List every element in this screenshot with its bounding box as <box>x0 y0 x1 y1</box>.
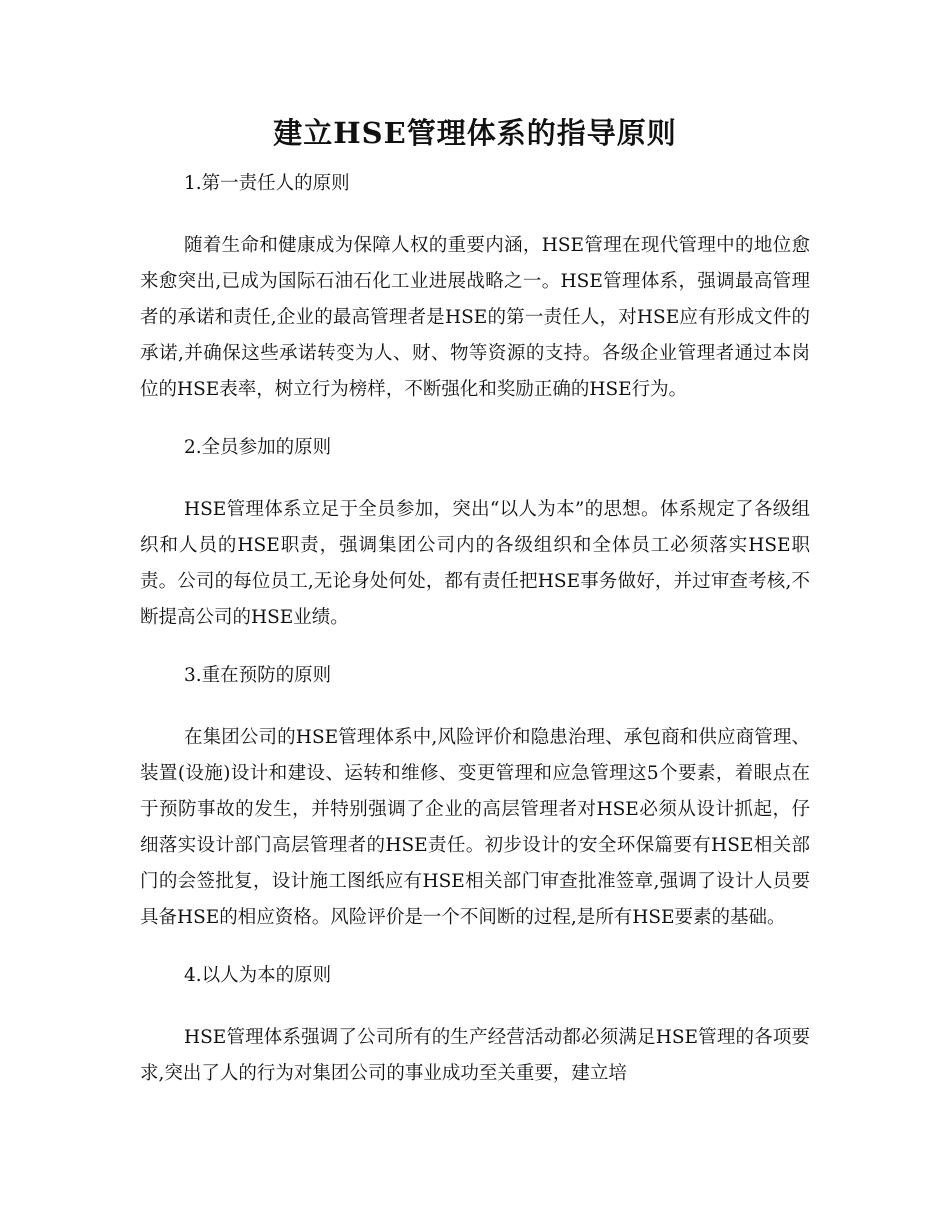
section-heading-2: 2.全员参加的原则 <box>184 437 332 458</box>
page-title: 建立HSE管理体系的指导原则 <box>273 116 677 150</box>
section-paragraph-3: 在集团公司的HSE管理体系中,风险评价和隐患治理、承包商和供应商管理、装置(设施)设计和建设、运转和维修、变更管理和应急管理这5个要素，着眼点在于预防事故的发生，并特别强调了企业的高层管理者对HSE必须从设计抓起，仔细落实设计部门高层管理者的HSE责任。初步设计的安全环保篇要有HSE相关部门的会签批复，设计施工图纸应有HSE相关部门审查批准签章,强调了设计人员要具备HSE的相应资格。风险评价是一个不间断的过程,是所有HSE要素的基础。 <box>140 727 810 928</box>
section-heading-4: 4.以人为本的原则 <box>184 965 332 986</box>
section-heading-3: 3.重在预防的原则 <box>184 665 332 686</box>
section-paragraph-4: HSE管理体系强调了公司所有的生产经营活动都必须满足HSE管理的各项要求,突出了人的行为对集团公司的事业成功至关重要，建立培 <box>140 1027 810 1084</box>
section-paragraph-2: HSE管理体系立足于全员参加，突出“以人为本”的思想。体系规定了各级组织和人员的HSE职责，强调集团公司内的各级组织和全体员工必须落实HSE职责。公司的每位员工,无论身处何处，都有责任把HSE事务做好，并过审查考核,不断提高公司的HSE业绩。 <box>140 499 810 628</box>
section-paragraph-1: 随着生命和健康成为保障人权的重要内涵，HSE管理在现代管理中的地位愈来愈突出,已成为国际石油石化工业进展战略之一。HSE管理体系，强调最高管理者的承诺和责任,企业的最高管理者是HSE的第一责任人，对HSE应有形成文件的承诺,并确保这些承诺转变为人、财、物等资源的支持。各级企业管理者通过本岗位的HSE表率，树立行为榜样，不断强化和奖励正确的HSE行为。 <box>140 235 810 400</box>
document-body <box>140 166 810 1092</box>
section-heading-1: 1.第一责任人的原则 <box>184 173 350 194</box>
